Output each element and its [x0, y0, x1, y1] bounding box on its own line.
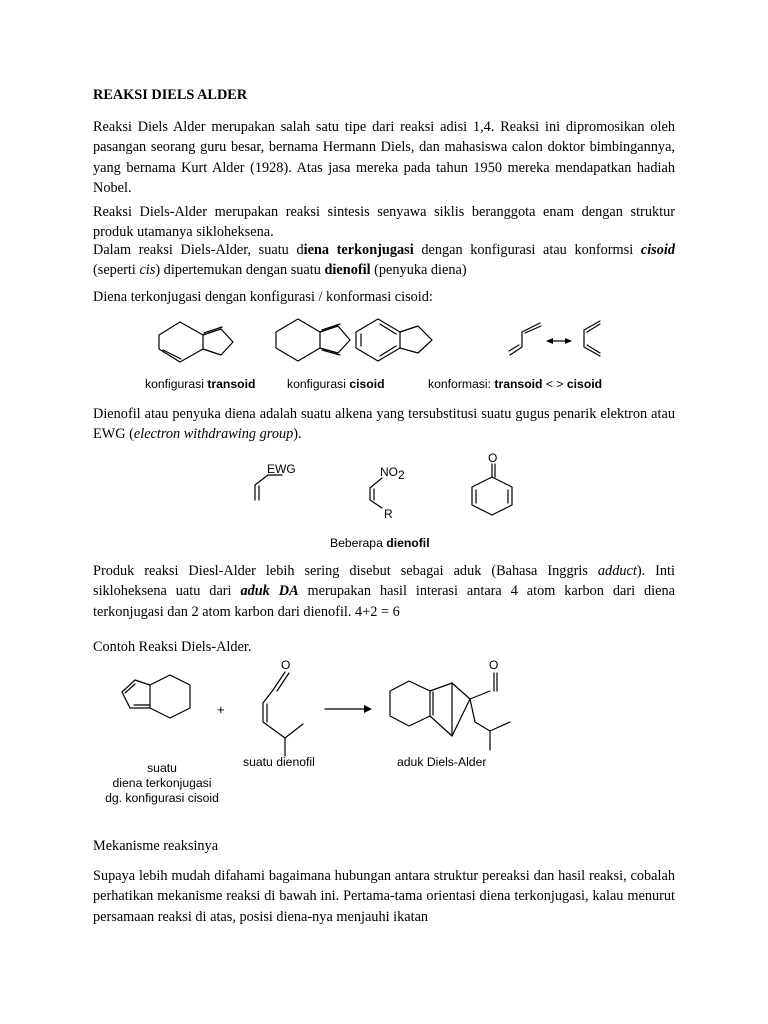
transoid-diene-structure [159, 322, 233, 362]
nitroalkene-structure [370, 465, 405, 521]
paragraph-intro: Reaksi Diels Alder merupakan salah satu tipe dari reaksi adisi 1,4. Reaksi ini dipromosikan oleh pasangan seorang guru besar, bernama Hermann Diels, dan mahasiswa calon doktor bimbingannya, yang bernama Kurt Alder (1928). Atas jasa mereka pada tahun 1950 mereka mendapatkan hadiah Nobel. [93, 119, 675, 196]
indane-structure [356, 319, 432, 361]
adduct-oxygen-label: O [489, 658, 499, 672]
paragraph-cisoid-heading: Diena terkonjugasi dengan konfigurasi / konformasi cisoid: [93, 289, 433, 305]
no2-label: NO2 [380, 465, 405, 482]
dienophile-reactant-structure [263, 658, 303, 756]
caption-dienophiles: Beberapa dienofil [330, 536, 430, 550]
paragraph-diene: Dalam reaksi Diels-Alder, suatu diena terkonjugasi dengan konfigurasi atau konformsi cisoid (seperti cis) dipertemukan dengan suatu dienofil (penyuka diena) [93, 242, 675, 279]
cisoid-diene-structure [276, 319, 350, 361]
paragraph-dienophile: Dienofil atau penyuka diena adalah suatu alkena yang tersubstitusi suatu gugus penarik elektron atau EWG (electron withdrawing group). [93, 406, 675, 443]
paragraph-mechanism-heading: Mekanisme reaksinya [93, 838, 219, 854]
reaction-scheme-figure [0, 652, 768, 762]
ewg-alkene-structure [255, 462, 296, 500]
cisoid-chain-structure [584, 321, 600, 356]
caption-dienophile-reactant: suatu dienofil [243, 755, 315, 769]
caption-diene-reactant: suatu diena terkonjugasi dg. konfigurasi cisoid [105, 761, 219, 805]
aldehyde-oxygen-label: O [281, 658, 291, 672]
caption-conformation: konformasi: transoid < > cisoid [428, 377, 603, 391]
caption-transoid: konfigurasi transoid [145, 377, 256, 391]
transoid-chain-structure [509, 323, 541, 355]
diene-structures-figure [0, 305, 768, 385]
oxygen-label: O [488, 451, 498, 465]
caption-adduct: aduk Diels-Alder [397, 755, 487, 769]
dienophile-structures-figure [0, 450, 768, 530]
ewg-label: EWG [267, 462, 296, 476]
paragraph-example: Contoh Reaksi Diels-Alder. [93, 639, 252, 655]
paragraph-adduct: Produk reaksi Diesl-Alder lebih sering disebut sebagai aduk (Bahasa Inggris adduct). Inti sikloheksena uatu dari aduk DA merupakan hasil interasi antara 4 atom karbon dari diena terkonjugasi dan 2 atom karbon dari dienofil. 4+2 = 6 [93, 563, 675, 620]
reaction-arrow [325, 705, 372, 713]
page-title: REAKSI DIELS ALDER [93, 87, 248, 103]
paragraph-synthesis: Reaksi Diels-Alder merupakan reaksi sintesis senyawa siklis beranggota enam dengan struktur produk utamanya sikloheksena. [93, 204, 675, 241]
cyclohexenone-structure [472, 451, 512, 515]
plus-sign: + [217, 702, 225, 717]
diene-reactant-structure [122, 675, 190, 718]
paragraph-mechanism: Supaya lebih mudah difahami bagaimana hubungan antara struktur pereaksi dan hasil reaksi, cobalah perhatikan mekanisme reaksi di bawah ini. Pertama-tama orientasi diena terkonjugasi, kalau menurut persamaan reaksi di atas, posisi diena-nya menjauhi ikatan [93, 868, 675, 925]
r-label: R [384, 507, 393, 521]
equilibrium-arrow [546, 338, 572, 344]
caption-cisoid: konfigurasi cisoid [287, 377, 385, 391]
adduct-product-structure [390, 658, 510, 750]
